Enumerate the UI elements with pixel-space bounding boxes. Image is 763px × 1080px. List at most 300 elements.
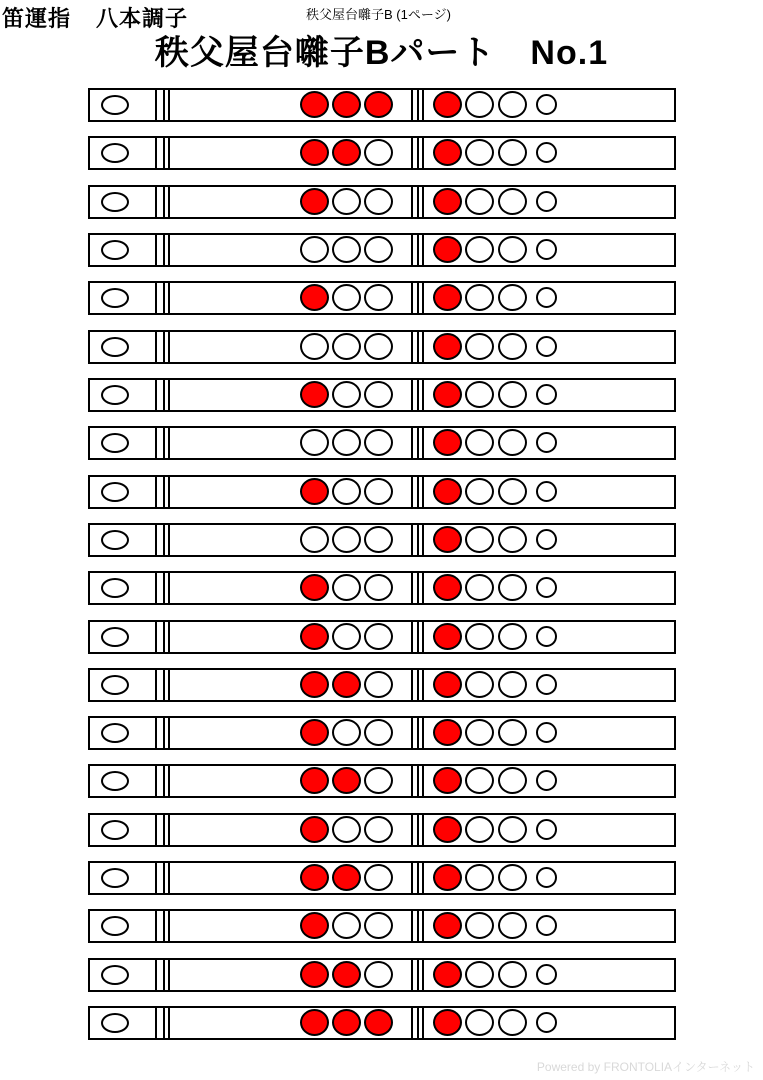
finger-hole <box>536 577 557 598</box>
finger-hole <box>536 432 557 453</box>
finger-hole <box>364 816 393 843</box>
finger-hole <box>364 429 393 456</box>
finger-hole <box>364 284 393 311</box>
sheet-title: 秩父屋台囃子Bパート No.1 <box>154 34 609 72</box>
finger-hole <box>364 767 393 794</box>
finger-hole <box>536 819 557 840</box>
finger-hole <box>433 429 462 456</box>
finger-hole <box>498 91 527 118</box>
fingering-row <box>88 523 676 557</box>
double-barline <box>163 863 165 893</box>
finger-hole <box>536 915 557 936</box>
double-barline <box>163 138 165 168</box>
double-barline <box>411 960 413 990</box>
double-barline <box>155 477 157 507</box>
double-barline <box>417 573 419 603</box>
finger-hole <box>498 478 527 505</box>
double-barline <box>422 90 424 120</box>
double-barline <box>168 766 170 796</box>
finger-hole <box>465 1009 494 1036</box>
mouth-hole-oval <box>101 288 129 308</box>
fingering-row <box>88 281 676 315</box>
finger-hole <box>536 239 557 260</box>
double-barline <box>411 477 413 507</box>
finger-hole <box>536 1012 557 1033</box>
finger-hole <box>498 961 527 988</box>
double-barline <box>168 332 170 362</box>
page-header: 秩父屋台囃子B (1ページ) <box>306 7 451 22</box>
finger-hole <box>433 381 462 408</box>
finger-hole <box>300 284 329 311</box>
double-barline <box>417 525 419 555</box>
double-barline <box>417 911 419 941</box>
double-barline <box>417 90 419 120</box>
double-barline <box>411 428 413 458</box>
double-barline <box>422 573 424 603</box>
finger-hole <box>364 623 393 650</box>
double-barline <box>411 138 413 168</box>
finger-hole <box>536 722 557 743</box>
finger-hole <box>536 481 557 502</box>
fingering-row <box>88 620 676 654</box>
finger-hole <box>300 478 329 505</box>
finger-hole <box>433 719 462 746</box>
finger-hole <box>465 671 494 698</box>
double-barline <box>163 766 165 796</box>
double-barline <box>168 90 170 120</box>
double-barline <box>163 960 165 990</box>
finger-hole <box>498 574 527 601</box>
double-barline <box>417 477 419 507</box>
double-barline <box>155 622 157 652</box>
double-barline <box>163 670 165 700</box>
double-barline <box>411 332 413 362</box>
finger-hole <box>465 478 494 505</box>
fingering-row <box>88 861 676 895</box>
finger-hole <box>465 333 494 360</box>
double-barline <box>411 90 413 120</box>
finger-hole <box>332 574 361 601</box>
double-barline <box>155 235 157 265</box>
double-barline <box>163 911 165 941</box>
finger-hole <box>364 671 393 698</box>
finger-hole <box>364 381 393 408</box>
double-barline <box>163 90 165 120</box>
fingering-row <box>88 136 676 170</box>
finger-hole <box>364 333 393 360</box>
finger-hole <box>433 333 462 360</box>
double-barline <box>422 138 424 168</box>
double-barline <box>163 428 165 458</box>
double-barline <box>417 187 419 217</box>
double-barline <box>417 670 419 700</box>
finger-hole <box>332 671 361 698</box>
finger-hole <box>536 94 557 115</box>
finger-hole <box>300 574 329 601</box>
double-barline <box>163 815 165 845</box>
finger-hole <box>465 236 494 263</box>
double-barline <box>422 187 424 217</box>
finger-hole <box>300 236 329 263</box>
double-barline <box>411 911 413 941</box>
mouth-hole-oval <box>101 433 129 453</box>
finger-hole <box>300 333 329 360</box>
finger-hole <box>300 912 329 939</box>
finger-hole <box>433 1009 462 1036</box>
finger-hole <box>332 188 361 215</box>
finger-hole <box>498 139 527 166</box>
finger-hole <box>300 188 329 215</box>
double-barline <box>411 187 413 217</box>
double-barline <box>422 718 424 748</box>
double-barline <box>163 235 165 265</box>
finger-hole <box>433 284 462 311</box>
finger-hole <box>498 719 527 746</box>
fingering-row <box>88 233 676 267</box>
mouth-hole-oval <box>101 820 129 840</box>
double-barline <box>411 283 413 313</box>
mouth-hole-oval <box>101 723 129 743</box>
double-barline <box>417 815 419 845</box>
finger-hole <box>332 816 361 843</box>
mouth-hole-oval <box>101 240 129 260</box>
double-barline <box>422 235 424 265</box>
finger-hole <box>498 381 527 408</box>
double-barline <box>155 428 157 458</box>
finger-hole <box>300 767 329 794</box>
double-barline <box>411 525 413 555</box>
finger-hole <box>465 139 494 166</box>
finger-hole <box>364 864 393 891</box>
finger-hole <box>332 236 361 263</box>
finger-hole <box>332 478 361 505</box>
finger-hole <box>332 623 361 650</box>
double-barline <box>411 573 413 603</box>
finger-hole <box>433 864 462 891</box>
finger-hole <box>536 336 557 357</box>
double-barline <box>155 1008 157 1038</box>
mouth-hole-oval <box>101 337 129 357</box>
double-barline <box>422 622 424 652</box>
finger-hole <box>465 816 494 843</box>
finger-hole <box>433 623 462 650</box>
finger-hole <box>332 526 361 553</box>
finger-hole <box>332 961 361 988</box>
double-barline <box>155 187 157 217</box>
finger-hole <box>332 1009 361 1036</box>
double-barline <box>168 622 170 652</box>
double-barline <box>422 863 424 893</box>
finger-hole <box>536 191 557 212</box>
double-barline <box>422 911 424 941</box>
double-barline <box>417 283 419 313</box>
double-barline <box>155 525 157 555</box>
double-barline <box>422 380 424 410</box>
finger-hole <box>498 188 527 215</box>
mouth-hole-oval <box>101 143 129 163</box>
finger-hole <box>498 912 527 939</box>
double-barline <box>163 332 165 362</box>
finger-hole <box>536 770 557 791</box>
instrument-label: 笛運指 <box>2 6 72 31</box>
finger-hole <box>300 526 329 553</box>
mouth-hole-oval <box>101 482 129 502</box>
finger-hole <box>300 816 329 843</box>
finger-hole <box>332 284 361 311</box>
mouth-hole-oval <box>101 627 129 647</box>
mouth-hole-oval <box>101 530 129 550</box>
finger-hole <box>332 719 361 746</box>
double-barline <box>411 863 413 893</box>
mouth-hole-oval <box>101 578 129 598</box>
double-barline <box>422 428 424 458</box>
double-barline <box>155 766 157 796</box>
finger-hole <box>433 478 462 505</box>
double-barline <box>163 477 165 507</box>
double-barline <box>155 380 157 410</box>
finger-hole <box>332 429 361 456</box>
finger-hole <box>498 767 527 794</box>
double-barline <box>168 815 170 845</box>
finger-hole <box>364 188 393 215</box>
double-barline <box>168 477 170 507</box>
finger-hole <box>364 91 393 118</box>
fingering-row <box>88 185 676 219</box>
finger-hole <box>465 574 494 601</box>
finger-hole <box>364 526 393 553</box>
finger-hole <box>433 767 462 794</box>
finger-hole <box>433 188 462 215</box>
double-barline <box>417 622 419 652</box>
finger-hole <box>433 526 462 553</box>
watermark: Powered by FRONTOLIAインターネット <box>536 1060 755 1074</box>
double-barline <box>155 573 157 603</box>
double-barline <box>417 235 419 265</box>
finger-hole <box>536 867 557 888</box>
double-barline <box>155 718 157 748</box>
finger-hole <box>498 1009 527 1036</box>
double-barline <box>422 332 424 362</box>
finger-hole <box>300 1009 329 1036</box>
finger-hole <box>465 912 494 939</box>
double-barline <box>168 573 170 603</box>
finger-hole <box>364 912 393 939</box>
finger-hole <box>465 719 494 746</box>
fingering-row <box>88 716 676 750</box>
double-barline <box>411 670 413 700</box>
finger-hole <box>364 478 393 505</box>
double-barline <box>155 960 157 990</box>
finger-hole <box>300 91 329 118</box>
finger-hole <box>364 1009 393 1036</box>
double-barline <box>168 235 170 265</box>
double-barline <box>411 235 413 265</box>
double-barline <box>168 718 170 748</box>
double-barline <box>422 1008 424 1038</box>
finger-hole <box>300 961 329 988</box>
finger-hole <box>364 139 393 166</box>
double-barline <box>411 718 413 748</box>
double-barline <box>155 670 157 700</box>
double-barline <box>168 138 170 168</box>
finger-hole <box>498 284 527 311</box>
mouth-hole-oval <box>101 771 129 791</box>
finger-hole <box>332 333 361 360</box>
double-barline <box>168 670 170 700</box>
finger-hole <box>465 623 494 650</box>
double-barline <box>155 332 157 362</box>
double-barline <box>155 90 157 120</box>
finger-hole <box>536 287 557 308</box>
fingering-row <box>88 88 676 122</box>
finger-hole <box>465 381 494 408</box>
finger-hole <box>433 961 462 988</box>
finger-hole <box>332 864 361 891</box>
fingering-row <box>88 426 676 460</box>
fingering-row <box>88 330 676 364</box>
finger-hole <box>465 526 494 553</box>
finger-hole <box>465 284 494 311</box>
double-barline <box>417 138 419 168</box>
double-barline <box>411 1008 413 1038</box>
finger-hole <box>498 864 527 891</box>
mouth-hole-oval <box>101 95 129 115</box>
finger-hole <box>433 816 462 843</box>
finger-hole <box>536 674 557 695</box>
finger-hole <box>498 526 527 553</box>
double-barline <box>155 138 157 168</box>
finger-hole <box>465 961 494 988</box>
finger-hole <box>433 139 462 166</box>
finger-hole <box>364 961 393 988</box>
finger-hole <box>300 719 329 746</box>
double-barline <box>422 477 424 507</box>
finger-hole <box>332 91 361 118</box>
double-barline <box>155 283 157 313</box>
double-barline <box>422 960 424 990</box>
mouth-hole-oval <box>101 965 129 985</box>
finger-hole <box>332 381 361 408</box>
mouth-hole-oval <box>101 868 129 888</box>
mouth-hole-oval <box>101 1013 129 1033</box>
fingering-row <box>88 764 676 798</box>
finger-hole <box>433 574 462 601</box>
fingering-row <box>88 958 676 992</box>
fingering-row <box>88 1006 676 1040</box>
double-barline <box>168 960 170 990</box>
finger-hole <box>332 767 361 794</box>
double-barline <box>417 428 419 458</box>
double-barline <box>417 960 419 990</box>
finger-hole <box>465 767 494 794</box>
double-barline <box>411 622 413 652</box>
double-barline <box>168 863 170 893</box>
double-barline <box>163 718 165 748</box>
finger-hole <box>300 864 329 891</box>
finger-hole <box>498 333 527 360</box>
finger-hole <box>498 236 527 263</box>
fingering-row <box>88 571 676 605</box>
double-barline <box>168 283 170 313</box>
fingering-row <box>88 378 676 412</box>
finger-hole <box>498 671 527 698</box>
double-barline <box>163 525 165 555</box>
double-barline <box>422 670 424 700</box>
finger-hole <box>433 671 462 698</box>
double-barline <box>422 815 424 845</box>
double-barline <box>163 573 165 603</box>
double-barline <box>417 380 419 410</box>
double-barline <box>422 525 424 555</box>
double-barline <box>163 283 165 313</box>
finger-hole <box>536 529 557 550</box>
finger-hole <box>332 912 361 939</box>
double-barline <box>168 380 170 410</box>
finger-hole <box>433 91 462 118</box>
finger-hole <box>300 139 329 166</box>
mouth-hole-oval <box>101 675 129 695</box>
finger-hole <box>498 816 527 843</box>
finger-hole <box>536 142 557 163</box>
finger-hole <box>332 139 361 166</box>
double-barline <box>417 332 419 362</box>
finger-hole <box>364 719 393 746</box>
double-barline <box>417 863 419 893</box>
mouth-hole-oval <box>101 192 129 212</box>
finger-hole <box>433 912 462 939</box>
fingering-row <box>88 813 676 847</box>
finger-hole <box>536 626 557 647</box>
finger-hole <box>433 236 462 263</box>
finger-hole <box>300 623 329 650</box>
finger-hole <box>364 236 393 263</box>
finger-hole <box>465 91 494 118</box>
double-barline <box>417 766 419 796</box>
finger-hole <box>536 384 557 405</box>
double-barline <box>422 766 424 796</box>
double-barline <box>168 1008 170 1038</box>
double-barline <box>163 1008 165 1038</box>
double-barline <box>168 428 170 458</box>
finger-hole <box>465 188 494 215</box>
double-barline <box>422 283 424 313</box>
finger-hole <box>498 623 527 650</box>
finger-hole <box>300 381 329 408</box>
finger-hole <box>300 429 329 456</box>
double-barline <box>417 718 419 748</box>
tuning-label: 八本調子 <box>96 6 189 31</box>
mouth-hole-oval <box>101 385 129 405</box>
finger-hole <box>536 964 557 985</box>
double-barline <box>163 187 165 217</box>
finger-hole <box>465 864 494 891</box>
finger-hole <box>300 671 329 698</box>
fingering-row <box>88 475 676 509</box>
double-barline <box>163 622 165 652</box>
double-barline <box>155 863 157 893</box>
fingering-row <box>88 909 676 943</box>
double-barline <box>155 815 157 845</box>
finger-hole <box>364 574 393 601</box>
double-barline <box>168 525 170 555</box>
double-barline <box>411 815 413 845</box>
double-barline <box>163 380 165 410</box>
double-barline <box>417 1008 419 1038</box>
double-barline <box>168 187 170 217</box>
finger-hole <box>498 429 527 456</box>
double-barline <box>168 911 170 941</box>
fingering-row <box>88 668 676 702</box>
